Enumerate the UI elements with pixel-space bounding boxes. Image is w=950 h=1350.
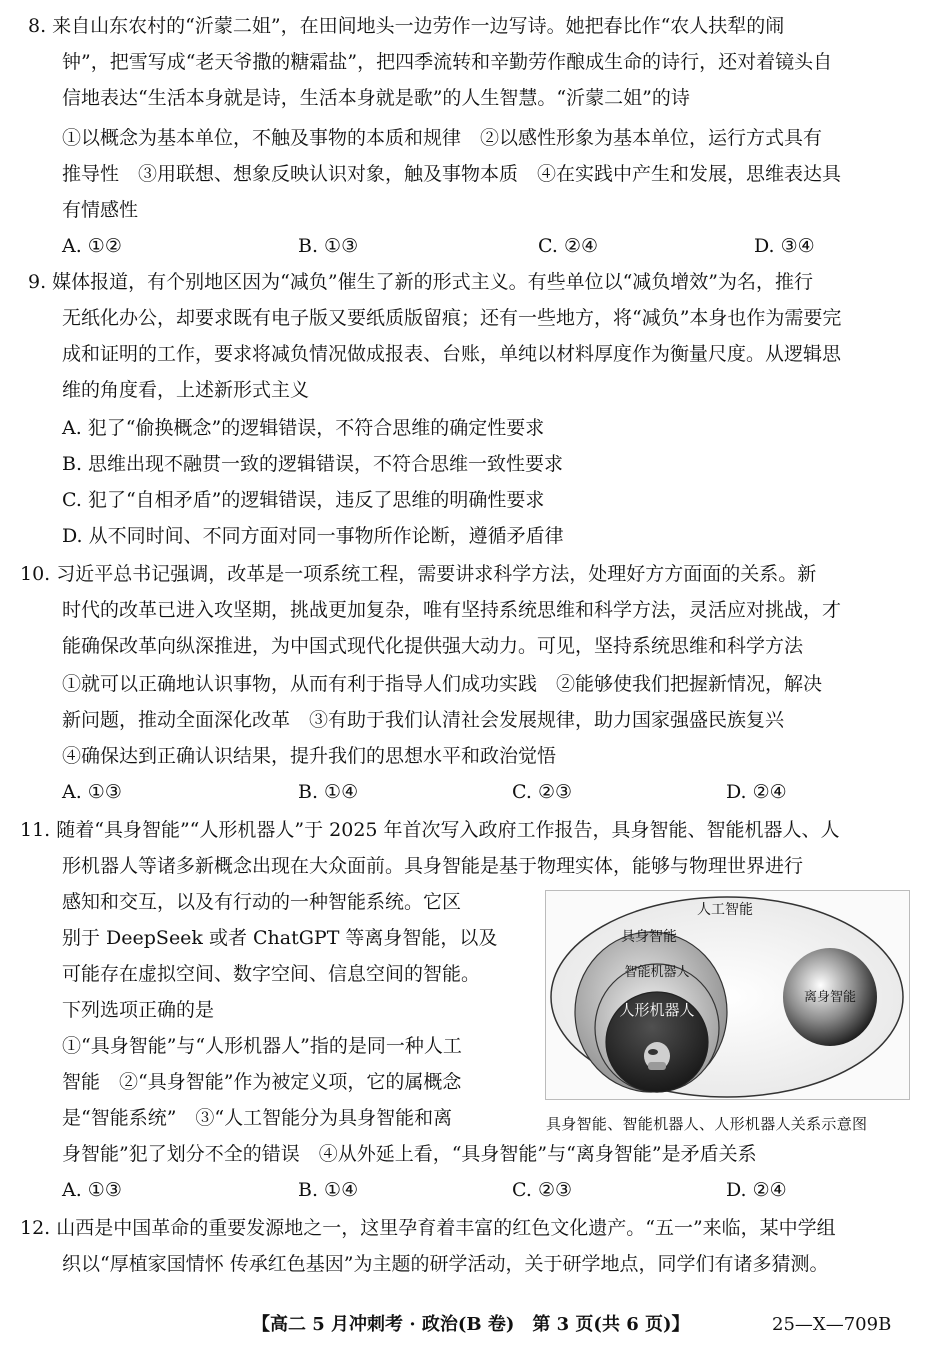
- q11-option-b: B. ①④: [298, 1179, 359, 1201]
- q9-line-2: 无纸化办公，却要求既有电子版又要纸质版留痕；还有一些地方，将“减负”本身也作为需要完: [62, 307, 842, 329]
- q12-line-2: 织以“厚植家国情怀 传承红色基因”为主题的研学活动，关于研学地点，同学们有诸多猜测。: [62, 1253, 829, 1275]
- q10-option-c: C. ②③: [512, 781, 573, 803]
- q8-line-3: 信地表达“生活本身就是诗，生活本身就是歌”的人生智慧。“沂蒙二姐”的诗: [62, 87, 690, 109]
- q8-option-d: D. ③④: [754, 235, 815, 257]
- q10-line-6: ④确保达到正确认识结果，提升我们的思想水平和政治觉悟: [62, 745, 557, 767]
- q11-line-2: 形机器人等诸多新概念出现在大众面前。具身智能是基于物理实体，能够与物理世界进行: [62, 855, 804, 877]
- q9-line-3: 成和证明的工作，要求将减负情况做成报表、台账，单纯以材料厚度作为衡量尺度。从逻辑思: [62, 343, 842, 365]
- robot-head-icon: [644, 1042, 670, 1070]
- q8-line-2: 钟”，把雪写成“老天爷撒的糖霜盐”，把四季流转和辛勤劳作酿成生命的诗行，还对着镜头自: [62, 51, 833, 73]
- humanoid-label: 人形机器人: [619, 1001, 695, 1019]
- q11-line-6: 下列选项正确的是: [62, 999, 215, 1021]
- q11-line-10: 身智能”犯了划分不全的错误 ④从外延上看，“具身智能”与“离身智能”是矛盾关系: [62, 1143, 757, 1165]
- q8-line-5: 推导性 ③用联想、想象反映认识对象，触及事物本质 ④在实践中产生和发展，思维表达具: [62, 163, 842, 185]
- q8-option-b: B. ①③: [298, 235, 359, 257]
- q11-line-1: 11. 随着“具身智能”“人形机器人”于 2025 年首次写入政府工作报告，具身智能、智能机器人、人: [20, 819, 840, 841]
- q10-line-5: 新问题，推动全面深化改革 ③有助于我们认清社会发展规律，助力国家强盛民族复兴: [62, 709, 785, 731]
- embodied-label: 具身智能: [621, 929, 677, 945]
- q12-line-1: 12. 山西是中国革命的重要发源地之一，这里孕育着丰富的红色文化遗产。“五一”来临，某中学组: [20, 1217, 836, 1239]
- page-footer-code: 25—X—709B: [772, 1314, 892, 1335]
- disembodied-label: 离身智能: [803, 990, 857, 1005]
- q9-option-b: B. 思维出现不融贯一致的逻辑错误，不符合思维一致性要求: [62, 453, 564, 475]
- q11-line-5: 可能存在虚拟空间、数字空间、信息空间的智能。: [62, 963, 481, 985]
- q9-line-4: 维的角度看，上述新形式主义: [62, 379, 310, 401]
- ai-label: 人工智能: [697, 902, 753, 918]
- q10-option-b: B. ①④: [298, 781, 359, 803]
- q10-line-1: 10. 习近平总书记强调，改革是一项系统工程，需要讲求科学方法，处理好方方面面的关系。新: [20, 563, 817, 585]
- q10-line-2: 时代的改革已进入攻坚期，挑战更加复杂，唯有坚持系统思维和科学方法，灵活应对挑战，才: [62, 599, 842, 621]
- q10-option-a: A. ①③: [62, 781, 122, 803]
- q8-option-a: A. ①②: [62, 235, 122, 257]
- q11-line-8: 智能 ②“具身智能”作为被定义项，它的属概念: [62, 1071, 462, 1093]
- q10-line-4: ①就可以正确地认识事物，从而有利于指导人们成功实践 ②能够使我们把握新情况，解决: [62, 673, 823, 695]
- q9-option-d: D. 从不同时间、不同方面对同一事物所作论断，遵循矛盾律: [62, 525, 564, 547]
- concept-relation-diagram: [545, 890, 910, 1100]
- diagram-svg: [545, 890, 910, 1100]
- q8-line-6: 有情感性: [62, 199, 139, 221]
- q10-option-d: D. ②④: [726, 781, 787, 803]
- q11-option-a: A. ①③: [62, 1179, 122, 1201]
- q11-option-d: D. ②④: [726, 1179, 787, 1201]
- q9-option-c: C. 犯了“自相矛盾”的逻辑错误，违反了思维的明确性要求: [62, 489, 545, 511]
- q8-line-1: 8. 来自山东农村的“沂蒙二姐”，在田间地头一边劳作一边写诗。她把春比作“农人扶犁的闹: [28, 15, 785, 37]
- q11-line-3: 感知和交互，以及有行动的一种智能系统。它区: [62, 891, 462, 913]
- q8-option-c: C. ②④: [538, 235, 599, 257]
- diagram-caption: 具身智能、智能机器人、人形机器人关系示意图: [546, 1115, 868, 1133]
- page-footer-title: 【高二 5 月冲刺考 · 政治(B 卷) 第 3 页(共 6 页)】: [252, 1314, 690, 1335]
- q10-line-3: 能确保改革向纵深推进，为中国式现代化提供强大动力。可见，坚持系统思维和科学方法: [62, 635, 804, 657]
- q9-option-a: A. 犯了“偷换概念”的逻辑错误，不符合思维的确定性要求: [62, 417, 545, 439]
- q11-line-4: 别于 DeepSeek 或者 ChatGPT 等离身智能，以及: [62, 927, 498, 949]
- robot-label: 智能机器人: [624, 965, 690, 980]
- q9-line-1: 9. 媒体报道，有个别地区因为“减负”催生了新的形式主义。有些单位以“减负增效”为名，推行: [28, 271, 814, 293]
- q8-line-4: ①以概念为基本单位，不触及事物的本质和规律 ②以感性形象为基本单位，运行方式具有: [62, 127, 823, 149]
- q11-option-c: C. ②③: [512, 1179, 573, 1201]
- q11-line-7: ①“具身智能”与“人形机器人”指的是同一种人工: [62, 1035, 462, 1057]
- q11-line-9: 是“智能系统” ③“人工智能分为具身智能和离: [62, 1107, 453, 1129]
